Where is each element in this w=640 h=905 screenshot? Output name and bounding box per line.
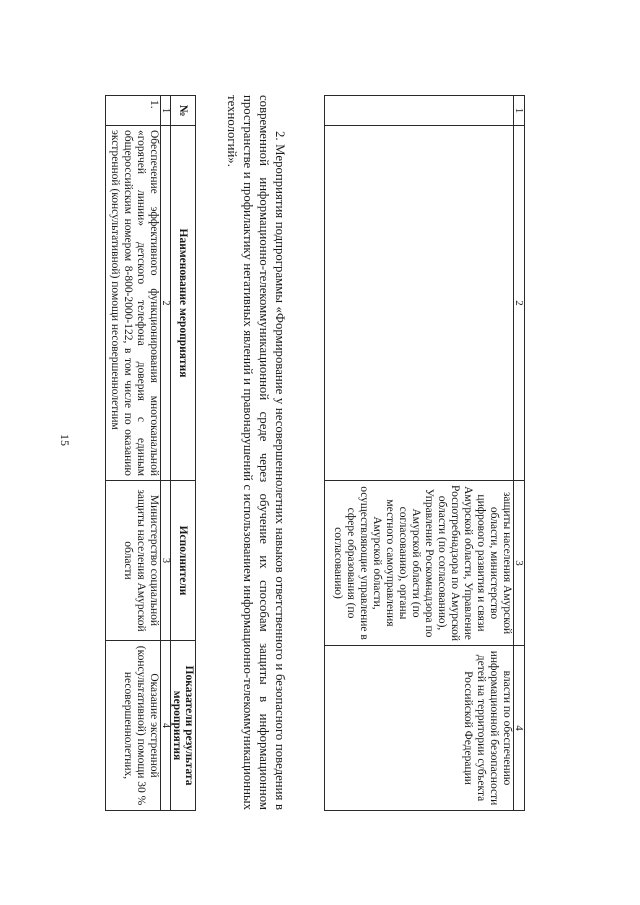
cell-number <box>325 96 514 126</box>
header-number: № <box>171 96 196 126</box>
cell-result-indicators: власти по обеспечению информационной безопасности детей на территории субъекта Российской Федерации <box>325 646 514 811</box>
page-number: 15 <box>58 434 72 446</box>
column-number-4: 4 <box>514 646 525 811</box>
paragraph-text: 2. Мероприятия подпрограммы «Формирование у несовершеннолетних навыков ответственного и безопасного поведения в современной информационно-телекоммуникационной среде через обучение их способам защиты в информационном пространстве и профилактику негативных явлений и правонарушений с использованием информационно-телекоммуникационных технологий». <box>225 95 287 810</box>
header-executors: Исполнители <box>171 481 196 641</box>
column-number-1: 1 <box>514 96 525 126</box>
cell-result-indicators: Оказание экстренной (консультативной) помощи 30 % несовершеннолетних, <box>106 641 161 811</box>
table-number-row <box>161 96 171 811</box>
column-number-4: 4 <box>161 641 171 811</box>
cell-activity <box>325 126 514 481</box>
cell-number: 1. <box>106 96 161 126</box>
column-number-1: 1 <box>161 96 171 126</box>
cell-executors: защиты населения Амурской области, министерство цифрового развития и связи Амурской области, Управление Роспотребнадзора по Амурской области (по согласованию), Управление Роскомнадзора по Амурской области (по согласованию), органы местного самоуправления Амурской области, осуществляющие управление в сфере образования (по согласованию) <box>325 481 514 646</box>
header-result-indicators: Показатели результата мероприятия <box>171 641 196 811</box>
table-row <box>325 96 514 811</box>
column-number-2: 2 <box>161 126 171 481</box>
column-number-3: 3 <box>514 481 525 646</box>
cell-executors: Министерство социальной защиты населения Амурской области <box>106 481 161 641</box>
activities-table <box>105 95 196 811</box>
table-row <box>106 96 161 811</box>
cell-activity: Обеспечение эффективного функционирования многоканальной «горячей линии» детского телефона доверия с единым общероссийским номером 8-800-2000-122, в том числе по оказанию экстренной (консультативной) помощи несовершеннолетним <box>106 126 161 481</box>
continuation-table <box>324 95 525 811</box>
table-header-row <box>171 96 196 811</box>
column-number-3: 3 <box>161 481 171 641</box>
section-paragraph <box>224 95 288 810</box>
column-number-2: 2 <box>514 126 525 481</box>
table-number-row <box>514 96 525 811</box>
header-activity-name: Наименование мероприятия <box>171 126 196 481</box>
